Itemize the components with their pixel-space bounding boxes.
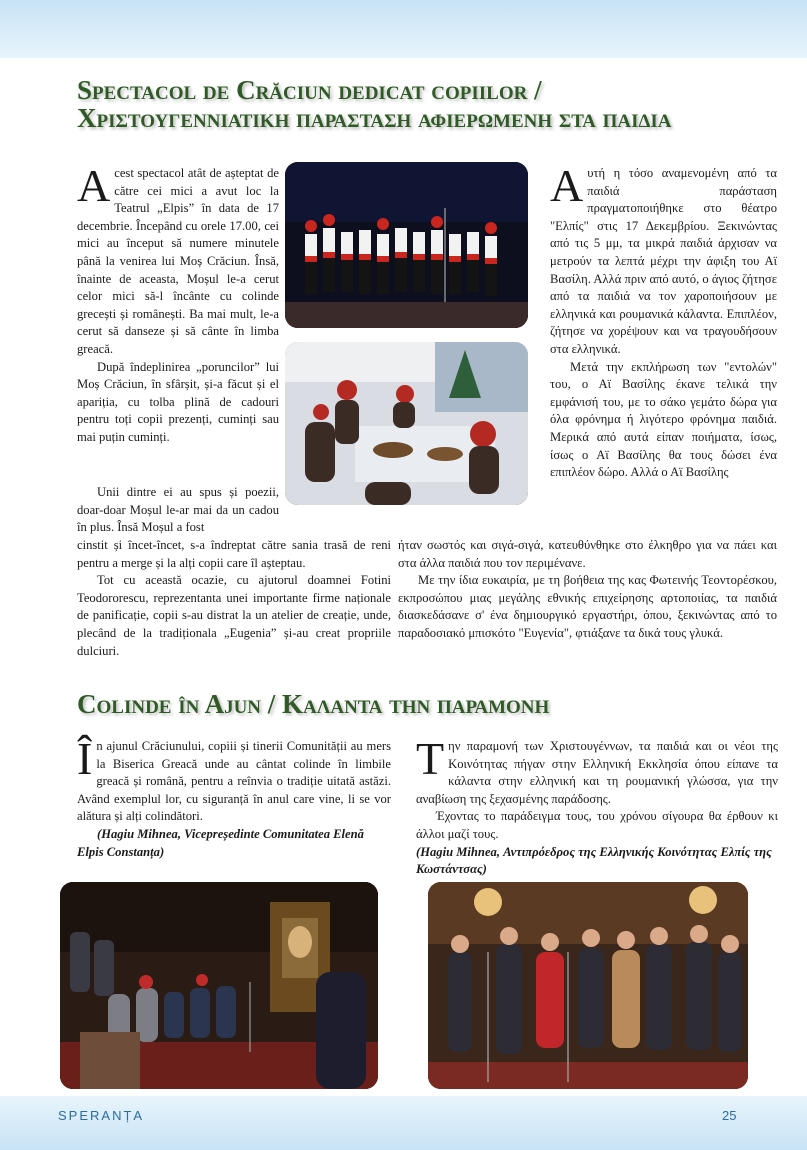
article2-ro-p1: n ajunul Crăciunului, copiii și tinerii Comunității au mers la Biserica Greacă unde au cântat colinde în limbile greacă și română, pentru a reînvia o tradiție uitată astăzi. Având exemplul lor, cu siguranță în anul care vine, li se vor alătura și alți colindători.: [77, 739, 391, 824]
article1-gr-column: [550, 160, 777, 482]
article1-ro-column-3: [77, 537, 391, 660]
magazine-name: SPERANȚA: [58, 1108, 145, 1123]
article1-gr-p3: Με την ίδια ευκαιρία, με τη βοήθεια της κας Φωτεινής Τεοντορέσκου, εκπροσώπου μιας μεγάλης εθνικής επιχείρησης αρτοποιίας, τα παιδιά διασκεδάσανε σ' ένα δημιουργικό εργαστήρι, όπου, ξεκινώντας από το παραδοσιακό μπισκότο "Ευγενία", φτιάξανε τα δικά τους γλυκά.: [398, 573, 777, 640]
article2-gr-signature: (Hagiu Mihnea, Αντιπρόεδρος της Ελληνικής Κοινότητας Ελπίς της Κωστάντσας): [416, 844, 772, 877]
article1-gr-p2a: Μετά την εκπλήρωση των "εντολών" του, ο Αϊ Βασίλης έκανε τελικά την εμφάνισή του, με το σάκο γεμάτο δώρα για όλα φρόνημα ή λιγότερο φρόνημα παιδιά. Μερικά από αυτά είπαν ποιήματα, ίσως, ίσως ο Αϊ Βασίλης θα τους δώσει ένα επιπλέον δώρο. Αλλά ο Αϊ Βασίλης: [550, 359, 777, 480]
drop-cap: A: [77, 160, 111, 211]
article1-ro-column-2: [77, 484, 279, 537]
article1-gr-p2b: ήταν σωστός και σιγά-σιγά, κατευθύνθηκε στο έλκηθρο για να πάει και στα άλλα παιδιά που τον περιμένανε.: [398, 538, 777, 570]
photo-children-table: [285, 342, 528, 505]
page-number: 25: [722, 1108, 737, 1123]
photo-children-stage: [285, 162, 528, 328]
drop-cap: Î: [77, 733, 93, 784]
article1-ro-p3a: Unii dintre ei au spus și poezii, doar-doar Moșul le-ar mai da un cadou în plus. Însă Moșul a fost: [77, 485, 279, 535]
article1-title: [77, 76, 672, 132]
bottom-band: [0, 1096, 807, 1150]
article1-title-ro: Spectacol de Crăciun dedicat copiilor /: [77, 75, 542, 105]
article2-title: Colinde în Ajun / Καλαντα την παραμονη: [77, 689, 550, 719]
photo-church-caroling-left: [60, 882, 378, 1089]
article2-ro-signature: (Hagiu Mihnea, Vicepreședinte Comunitatea Elenă Elpis Constanța): [77, 826, 364, 859]
drop-cap: T: [416, 733, 445, 784]
article1-gr-column-2: [398, 537, 777, 643]
article1-ro-p2: După îndeplinirea „poruncilor” lui Moș Crăciun, în sfârșit, și-a făcut și el apariția, cu tolba plină de cadouri pentru toți copii prezenți, cuminți sau mai puțin cuminți.: [77, 359, 279, 444]
article1-ro-p3b: cinstit și încet-încet, s-a îndreptat către sania trasă de reni pentru a merge și la alți copii care îl așteptau.: [77, 538, 391, 570]
article1-title-gr: Χριστουγεννιατικη παρασταση αφιερωμενη στα παιδια: [77, 103, 672, 133]
article1-gr-p1: υτή η τόσο αναμενομένη από τα παιδιά παράσταση πραγματοποιήθηκε στο θέατρο "Ελπίς" στις 17 Δεκεμβρίου. Ξεκινώντας από τις 5 μμ, τα μικρά παιδιά άρχισαν να μετρούν τα λεπτά μέχρι την άφιξη του Αϊ Βασίλη. Αλλά πριν από αυτό, ο άγιος ζήτησε από τα παιδιά να τον χαροποιήσουν με ελληνικά και ρουμανικά κάλαντα. Επιπλέον, ζήτησε να χορέψουν και να τραγουδήσουν στα ελληνικά.: [550, 166, 777, 356]
article2-gr-column: [416, 733, 778, 879]
article2-ro-column: [77, 733, 391, 861]
article1-ro-column: [77, 160, 279, 447]
article1-ro-p4: Tot cu această ocazie, cu ajutorul doamnei Fotini Teodororescu, reprezentanta unei importante firme naționale de panificație, copii s-au distrat la un atelier de creație, unde, plecând de la tradiționala „Eugenia” și-au creat propriile dulciuri.: [77, 573, 391, 658]
drop-cap: A: [550, 160, 584, 211]
article2-gr-p1: ην παραμονή των Χριστουγέννων, τα παιδιά και οι νέοι της Κοινότητας πήγαν στην Ελληνική Εκκλησία όπου είπανε τα κάλαντα στην ελληνική και τη ρουμανική γλώσσα, για την αναβίωση της ξεχασμένης παράδοσης.: [416, 739, 778, 806]
article2-gr-p2: Έχοντας το παράδειγμα τους, του χρόνου σίγουρα θα έρθουν κι άλλοι μαζί τους.: [416, 809, 778, 841]
photo-church-caroling-right: [428, 882, 748, 1089]
top-band: [0, 0, 807, 58]
article1-ro-p1: cest spectacol atât de așteptat de către cei mici a avut loc la Teatrul „Elpis” în data de 17 decembrie. Începând cu orele 17.00, cei mici au început să numere minutele până la venirea lui Moș Crăciun. Însă, înainte de aceasta, Moșul le-a cerut celor mici să-l încânte cu colinde grecești și românești. Ba mai mult, le-a cerut să danseze și să cânte în limba greacă.: [77, 166, 279, 356]
